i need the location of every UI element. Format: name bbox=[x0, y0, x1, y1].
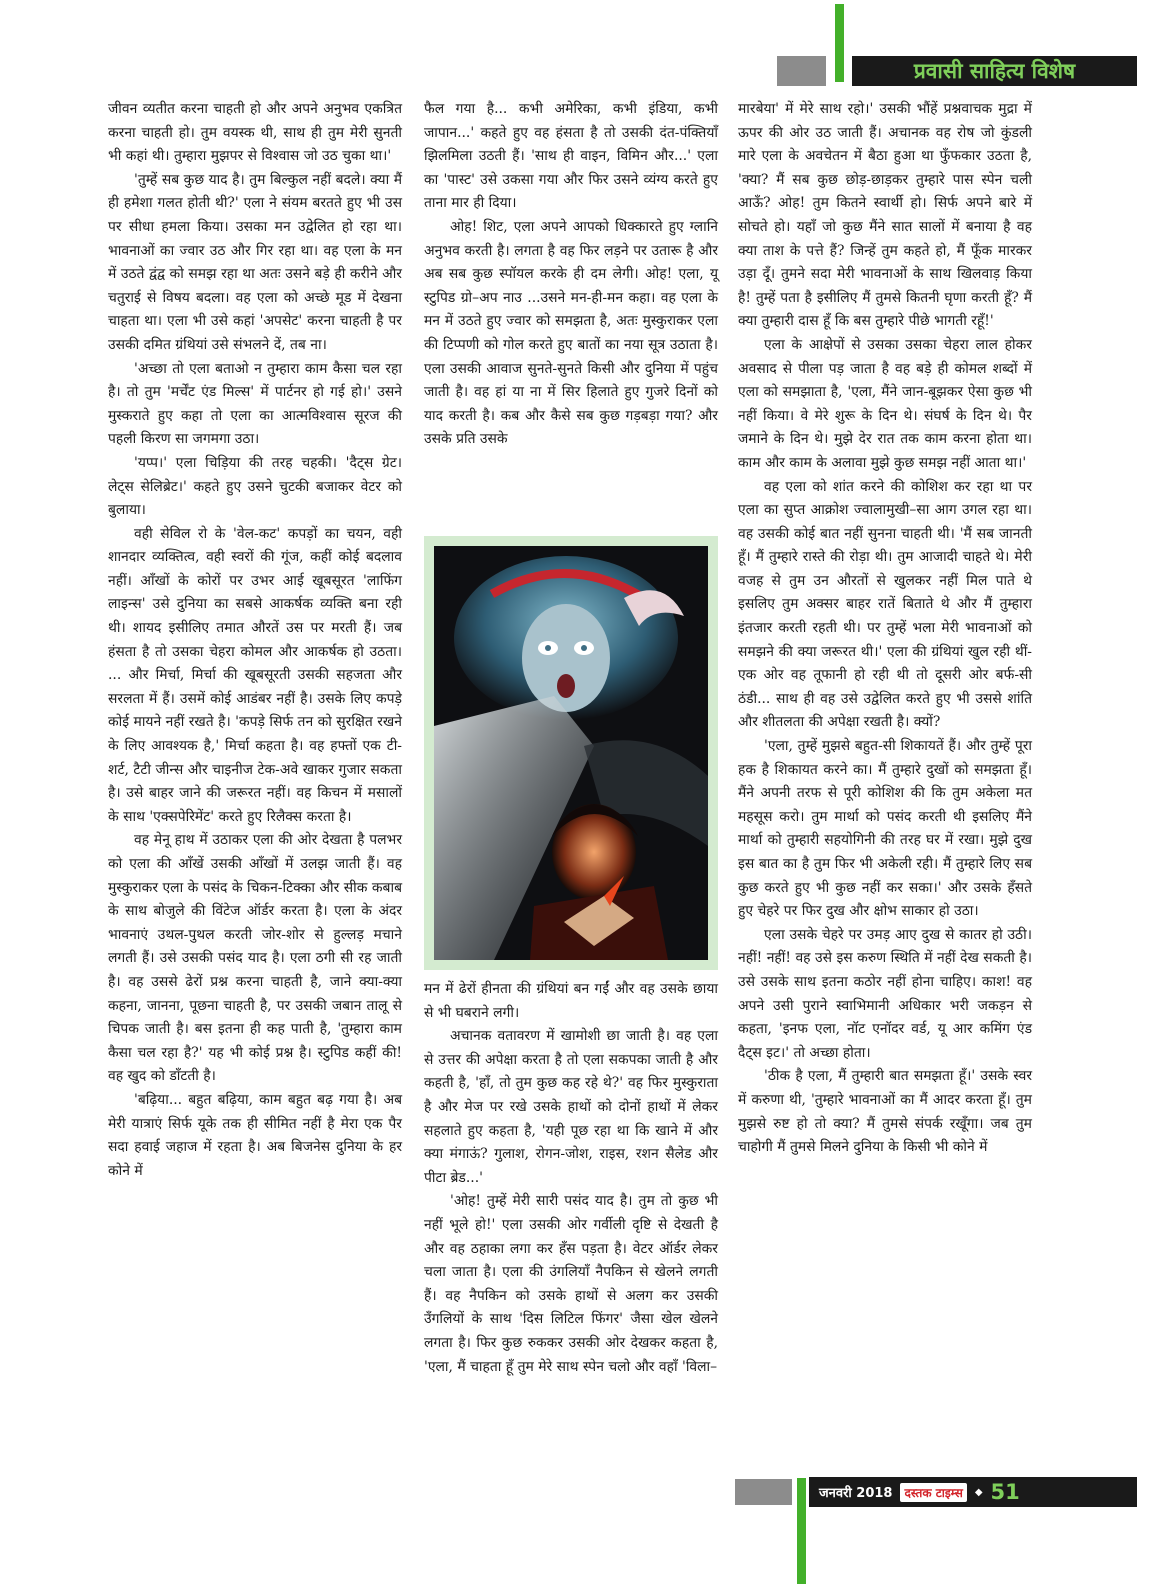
accent-bar-top bbox=[835, 4, 844, 82]
article-column-2 bbox=[424, 98, 718, 452]
header-gray-block bbox=[777, 56, 826, 86]
paragraph: अचानक वतावरण में खामोशी छा जाती है। वह एला से उत्तर की अपेक्षा करता है तो एला सकपका जाती है और कहती है, 'हाँ, तो तुम कुछ कह रहे थे?' वह फिर मुस्कुराता है और मेज पर रखे उसके हाथों को दोनों हाथों में लेकर सहलाते हुए कहता है, 'यही पूछ रहा था कि खाने में और क्या मंगाऊं? गुलाश, रोगन-जोश, राइस, रशन सैलेड और पीटा ब्रेड...' bbox=[424, 1028, 718, 1186]
story-illustration bbox=[424, 536, 718, 970]
diamond-separator-icon: ◆ bbox=[974, 1486, 983, 1498]
paragraph: वही सेविल रो के 'वेल-कट' कपड़ों का चयन, वही शानदार व्यक्तित्व, वही स्वरों की गूंज, कहीं कोई बदलाव नहीं। आँखों के कोरों पर उभर आई खूबसूरत 'लाफिंग लाइन्स' उसे दुनिया का सबसे आकर्षक व्यक्ति बना रही थी। शायद इसीलिए तमात औरतें उस पर मरती हैं। जब हंसता है तो उसका चेहरा कोमल और आकर्षक हो उठता। ... और मिर्चा, मिर्चा की खूबसूरती उसकी सहजता और सरलता में हैं। उसमें कोई आडंबर नहीं है। उसके लिए कपड़े कोई मायने नहीं रखते है। 'कपड़े सिर्फ तन को सुरक्षित रखने के लिए आवश्यक है,' मिर्चा कहता है। वह हफ्तों एक टी-शर्ट, टैटी जीन्स और चाइनीज टेक-अवे खाकर गुजार सकता है। उसे बाहर जाने की जरूरत नहीं। वह किचन में मसालों के साथ 'एक्सपेरिमेंट' करते हुए रिलैक्स करता है। bbox=[108, 525, 402, 825]
paragraph: 'अच्छा तो एला बताओ न तुम्हारा काम कैसा चल रहा है। तो तुम 'मर्चेंट एंड मिल्स' में पार्टनर हो गई हो।' उसने मुस्कराते हुए कहा तो एला का आत्मविश्वास सूरज की पहली किरण सा जगमगा उठा। bbox=[108, 360, 402, 448]
article-column-1 bbox=[108, 98, 402, 1183]
paragraph: मारबेया' में मेरे साथ रहो।' उसकी भौंहें प्रश्नवाचक मुद्रा में ऊपर की ओर उठ जाती हैं। अचानक वह रोष जो कुंडली मारे एला के अवचेतन में बैठा हुआ था फुँफकार उठता है, 'क्या? मैं सब कुछ छोड़-छाड़कर तुम्हारे पास स्पेन चली आऊँ? ओह! तुम कितने स्वार्थी हो। सिर्फ अपने बारे में सोचते हो। यहाँ जो कुछ मैंने सात सालों में बनाया है वह क्या ताश के पत्ते हैं? जिन्हें तुम कहते हो, मैं फूँक मारकर उड़ा दूँ। तुमने सदा मेरी भावनाओं के साथ खिलवाड़ किया है! तुम्हें पता है इसीलिए मैं तुमसे कितनी घृणा करती हूँ? मैं क्या तुम्हारी दास हूँ कि बस तुम्हारे पीछे भागती रहूँ!' bbox=[738, 101, 1032, 330]
article-column-3 bbox=[738, 98, 1032, 1160]
accent-bar-bottom bbox=[797, 1478, 806, 1584]
paragraph: वह एला को शांत करने की कोशिश कर रहा था पर एला का सुप्त आक्रोश ज्वालामुखी–सा आग उगल रहा था। वह उसकी कोई बात नहीं सुनना चाहती थी। 'मैं सब जानती हूँ। मैं तुम्हारे रास्ते की रोड़ा थी। तुम आजादी चाहते थे। मेरी वजह से तुम उन औरतों से खुलकर नहीं मिल पाते थे इसलिए तुम अक्सर बाहर रातें बिताते थे और मैं तुम्हारा इंतजार करती रहती थी। पर तुम्हें भला मेरी भावनाओं को समझने की क्या जरूरत थी।' एला की ग्रंथियां खुल रही थीं- एक ओर वह तूफानी हो रही थी तो दूसरी ओर बर्फ-सी ठंडी... साथ ही वह उसे उद्वेलित करते हुए भी उससे शांति और शीतलता की अपेक्षा रखती है। क्यों? bbox=[738, 478, 1032, 731]
story-illustration-icon bbox=[434, 546, 708, 960]
paragraph: 'ठीक है एला, मैं तुम्हारी बात समझता हूँ।' उसके स्वर में करुणा थी, 'तुम्हारे भावनाओं का मैं आदर करता हूँ। तुम मुझसे रुष्ट हो तो क्या? मैं तुमसे संपर्क रखूँगा। जब तुम चाहोगी मैं तुमसे मिलने दुनिया के किसी भी कोने में bbox=[738, 1068, 1032, 1156]
paragraph: 'यप्प।' एला चिड़िया की तरह चहकी। 'दैट्स ग्रेट। लेट्स सेलिब्रेट।' कहते हुए उसने चुटकी बजाकर वेटर को बुलाया। bbox=[108, 454, 402, 519]
paragraph: 'एला, तुम्हें मुझसे बहुत-सी शिकायतें हैं। और तुम्हें पूरा हक है शिकायत करने का। मैं तुम्हारे दुखों को समझता हूँ। मैंने अपनी तरफ से पूरी कोशिश की कि तुम अकेला मत महसूस करो। तुम मार्था को पसंद करती थी इसलिए मैंने मार्था को तुम्हारी सहयोगिनी की तरह घर में रखा। मुझे दुख इस बात का है तुम फिर भी अकेली रही। मैं तुम्हारे लिए सब कुछ करते हुए भी कुछ नहीं कर सका।' और उसके हँसते हुए चेहरे पर फिर दुख और क्षोभ साकार हो उठा। bbox=[738, 738, 1032, 920]
paragraph: 'बढ़िया... बहुत बढ़िया, काम बहुत बढ़ गया है। अब मेरी यात्राएं सिर्फ यूके तक ही सीमित नहीं है मेरा एक पैर सदा हवाई जहाज में रहता है। अब बिजनेस दुनिया के हर कोने में bbox=[108, 1091, 402, 1179]
page-footer bbox=[809, 1477, 1137, 1507]
section-header bbox=[852, 56, 1137, 86]
paragraph: जीवन व्यतीत करना चाहती हो और अपने अनुभव एकत्रित करना चाहती हो। तुम वयस्क थी, साथ ही तुम मेरी सुनती भी कहां थी। तुम्हारा मुझपर से विश्वास जो उठ चुका था।' bbox=[108, 101, 402, 165]
paragraph: मन में ढेरों हीनता की ग्रंथियां बन गईं और वह उसके छाया से भी घबराने लगी। bbox=[424, 981, 718, 1021]
paragraph: फैल गया है... कभी अमेरिका, कभी इंडिया, कभी जापान...' कहते हुए वह हंसता है तो उसकी दंत-पंक्तियाँ झिलमिला उठती हैं। 'साथ ही वाइन, विमिन और...' एला का 'पास्ट' उसे उकसा गया और फिर उसने व्यंग्य करते हुए ताना मार ही दिया। bbox=[424, 101, 718, 212]
article-column-2-continued bbox=[424, 978, 718, 1379]
footer-gray-block bbox=[735, 1479, 792, 1505]
issue-date: जनवरी 2018 bbox=[819, 1486, 893, 1501]
section-title: प्रवासी साहित्य विशेष bbox=[913, 59, 1076, 83]
magazine-logo: दस्तक टाइम्स bbox=[900, 1483, 966, 1502]
page-number: 51 bbox=[990, 1480, 1020, 1504]
paragraph: 'तुम्हें सब कुछ याद है। तुम बिल्कुल नहीं बदले। क्या मैं ही हमेशा गलत होती थी?' एला ने संयम बरतते हुए भी उस पर सीधा हमला किया। उसका मन उद्वेलित हो रहा था। भावनाओं का ज्वार उठ और गिर रहा था। वह एला के मन में उठते द्वंद्व को समझ रहा था अतः उसने बड़े ही करीने और चतुराई से विषय बदला। वह एला को अच्छे मूड में देखना चाहता था। एला भी उसे कहां 'अपसेट' करना चाहती है पर उसकी दमित ग्रंथियां उसे संभलने दें, तब ना। bbox=[108, 171, 402, 353]
paragraph: वह मेनू हाथ में उठाकर एला की ओर देखता है पलभर को एला की आँखें उसकी आँखों में उलझ जाती हैं। वह मुस्कुराकर एला के पसंद के चिकन-टिक्का और सीक कबाब के साथ बोजुले की विंटेज ऑर्डर करता है। एला के अंदर भावनाएं उथल-पुथल करती जोर-शोर से हुल्लड़ मचाने लगती हैं। उसे उसकी पसंद याद है। एला ठगी सी रह जाती है। वह उससे ढेरों प्रश्न करना चाहती है, जाने क्या-क्या कहना, जानना, पूछना चाहती है, पर उसकी जबान तालू से चिपक जाती है। बस इतना ही कह पाती है, 'तुम्हारा काम कैसा चल रहा है?' यह भी कोई प्रश्न है। स्टुपिड कहीं की! वह खुद को डाँटती है। bbox=[108, 832, 402, 1085]
paragraph: एला के आक्षेपों से उसका उसका चेहरा लाल होकर अवसाद से पीला पड़ जाता है वह बड़े ही कोमल शब्दों में एला को समझाता है, 'एला, मैंने जान-बूझकर ऐसा कुछ भी नहीं किया। वे मेरे शुरू के दिन थे। संघर्ष के दिन थे। पैर जमाने के दिन थे। मुझे देर रात तक काम करना होता था। काम और काम के अलावा मुझे कुछ समझ नहीं आता था।' bbox=[738, 336, 1032, 471]
paragraph: 'ओह! तुम्हें मेरी सारी पसंद याद है। तुम तो कुछ भी नहीं भूले हो!' एला उसकी ओर गर्वीली दृष्टि से देखती है और वह ठहाका लगा कर हँस पड़ता है। वेटर ऑर्डर लेकर चला जाता है। एला की उंगलियाँ नैपकिन से खेलने लगती हैं। वह नैपकिन को उसके हाथों से अलग कर उसकी उँगलियों के साथ 'दिस लिटिल फिंगर' जैसा खेल खेलने लगता है। फिर कुछ रुककर उसकी ओर देखकर कहता है, 'एला, मैं चाहता हूँ तुम मेरे साथ स्पेन चलो और वहाँ 'विला– bbox=[424, 1193, 718, 1375]
paragraph: ओह! शिट, एला अपने आपको धिक्कारते हुए ग्लानि अनुभव करती है। लगता है वह फिर लड़ने पर उतारू है और अब सब कुछ स्पॉयल करके ही दम लेगी। ओह! एला, यू स्टुपिड ग्रो–अप नाउ ...उसने मन-ही-मन कहा। वह एला के मन में उठते हुए ज्वार को समझता है, अतः मुस्कुराकर एला की टिप्पणी को गोल करते हुए बातों का नया सूत्र उठाता है। एला उसकी आवाज सुनते-सुनते किसी और दुनिया में पहुंच जाती है। वह हां या ना में सिर हिलाते हुए गुजरे दिनों को याद करती है। कब और कैसे सब कुछ गड़बड़ा गया? और उसके प्रति उसके bbox=[424, 218, 718, 448]
paragraph: एला उसके चेहरे पर उमड़ आए दुख से कातर हो उठी। नहीं! नहीं! वह उसे इस करुण स्थिति में नहीं देख सकती है। उसे उसके साथ इतना कठोर नहीं होना चाहिए। काश! वह अपने उसी पुराने स्वाभिमानी अधिकार भरी जकड़न से कहता, 'इनफ एला, नॉट एनॉदर वर्ड, यू आर कमिंग एंड दैट्स इट।' तो अच्छा होता। bbox=[738, 926, 1032, 1061]
